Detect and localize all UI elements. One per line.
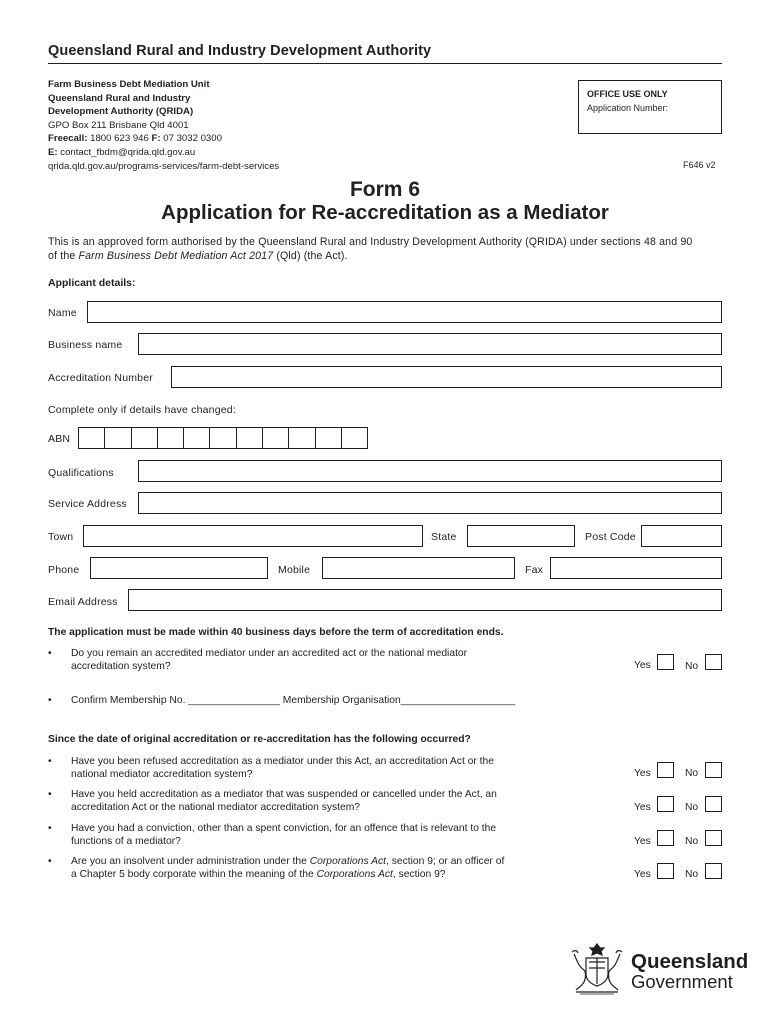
- abn-digit-box[interactable]: [183, 427, 210, 449]
- abn-digit-box[interactable]: [341, 427, 368, 449]
- town-field[interactable]: [83, 525, 423, 547]
- yes-label: Yes: [634, 660, 651, 671]
- abn-digit-box[interactable]: [262, 427, 289, 449]
- question-insolvent: [48, 855, 608, 885]
- yes-label: Yes: [634, 768, 651, 779]
- yes-label: Yes: [634, 802, 651, 813]
- corporations-act: Corporations Act: [316, 869, 393, 881]
- abn-digit-box[interactable]: [78, 427, 105, 449]
- abn-input-grid: [78, 427, 367, 449]
- bullet: •: [48, 695, 52, 706]
- confirm-membership-text: Confirm Membership No. ________________ Membership Organisation____________________: [71, 695, 516, 706]
- question-text: [71, 755, 561, 781]
- question-line-2: functions of a mediator?: [71, 836, 181, 848]
- state-field[interactable]: [467, 525, 575, 547]
- question-line-2-a: a Chapter 5 body corporate within the meaning of the: [71, 869, 317, 881]
- abn-digit-box[interactable]: [157, 427, 184, 449]
- question-line-1: [71, 855, 561, 868]
- contact-unit: Farm Business Debt Mediation Unit: [48, 79, 210, 90]
- yes-checkbox[interactable]: [657, 762, 674, 778]
- question-text: [71, 855, 561, 881]
- yes-checkbox[interactable]: [657, 863, 674, 879]
- form-number: Form 6: [349, 178, 420, 201]
- intro-line-2-b: (Qld) (the Act).: [273, 249, 348, 262]
- no-label: No: [685, 661, 699, 672]
- form-title: Application for Re-accreditation as a Mediator: [161, 201, 609, 224]
- contact-email-line: [48, 146, 279, 160]
- question-suspended-accreditation: [48, 788, 608, 818]
- intro-line-1: This is an approved form authorised by the Queensland Rural and Industry Development Authority (QRIDA) under sections 48 and 90: [48, 236, 693, 248]
- freecall-label: Freecall:: [48, 133, 88, 145]
- no-checkbox[interactable]: [705, 830, 722, 846]
- no-checkbox[interactable]: [705, 796, 722, 812]
- question-text: [71, 647, 561, 673]
- office-use-box: [578, 80, 722, 134]
- qualifications-field[interactable]: [138, 460, 722, 482]
- question-text: [71, 788, 561, 814]
- question-line-1: Do you remain an accredited mediator under an accredited act or the national mediator: [71, 648, 468, 659]
- no-checkbox[interactable]: [705, 863, 722, 879]
- yes-label: Yes: [634, 869, 651, 880]
- intro-text: [48, 236, 728, 263]
- business-name-field[interactable]: [138, 333, 722, 355]
- fax-value: 07 3032 0300: [163, 133, 222, 145]
- fax-field[interactable]: [550, 557, 722, 579]
- queensland-coat-of-arms-icon: [566, 940, 628, 998]
- intro-line-2: [48, 250, 728, 264]
- phone-field[interactable]: [90, 557, 268, 579]
- no-label: No: [685, 802, 699, 813]
- contact-address: GPO Box 211 Brisbane Qld 4001: [48, 119, 189, 131]
- business-name-label: Business name: [48, 339, 123, 351]
- question-line-2: [71, 868, 561, 881]
- question-line-1-b: , section 9; or an officer of: [386, 856, 505, 867]
- abn-digit-box[interactable]: [104, 427, 131, 449]
- question-line-2: accreditation system?: [71, 661, 171, 673]
- abn-digit-box[interactable]: [131, 427, 158, 449]
- bullet: •: [48, 789, 52, 800]
- question-line-1: Have you been refused accreditation as a mediator under this Act, an accreditation Act or the: [71, 756, 494, 767]
- bullet: •: [48, 823, 52, 834]
- yes-checkbox[interactable]: [657, 796, 674, 812]
- contact-website: qrida.qld.gov.au/programs-services/farm-debt-services: [48, 160, 280, 172]
- question-line-2-b: , section 9?: [392, 869, 446, 881]
- bullet: •: [48, 756, 52, 767]
- confirm-membership-line: [48, 694, 608, 710]
- question-line-2: national mediator accreditation system?: [71, 769, 253, 781]
- bullet: •: [48, 648, 52, 659]
- applicant-details-heading: Applicant details:: [48, 277, 136, 289]
- logo-word-government: Government: [631, 971, 733, 992]
- email-label: E:: [48, 146, 58, 158]
- intro-line-2-a: of the: [48, 249, 79, 262]
- abn-digit-box[interactable]: [315, 427, 342, 449]
- question-line-1: Have you had a conviction, other than a spent conviction, for an offence that is relevant to the: [71, 823, 497, 834]
- question-refused-accreditation: [48, 755, 608, 785]
- question-line-1: Have you held accreditation as a mediator that was suspended or cancelled under the Act, an: [71, 789, 497, 800]
- header-rule: [48, 63, 722, 64]
- contact-org-line-1: Queensland Rural and Industry: [48, 92, 191, 104]
- fax-field-label: Fax: [525, 564, 544, 576]
- yes-checkbox[interactable]: [657, 830, 674, 846]
- bullet: •: [48, 856, 52, 867]
- contact-details: [48, 78, 279, 173]
- email-address-field[interactable]: [128, 589, 722, 611]
- service-address-field[interactable]: [138, 492, 722, 514]
- question-accredited-mediator: [48, 647, 608, 677]
- application-deadline-heading: The application must be made within 40 business days before the term of accreditation ends.: [48, 627, 504, 638]
- act-name: Farm Business Debt Mediation Act 2017: [78, 249, 274, 262]
- no-label: No: [685, 768, 699, 779]
- yes-label: Yes: [634, 836, 651, 847]
- question-text: [71, 822, 561, 848]
- service-address-label: Service Address: [48, 498, 127, 510]
- no-checkbox[interactable]: [705, 762, 722, 778]
- post-code-label: Post Code: [585, 531, 636, 543]
- contact-phone-line: [48, 132, 279, 146]
- town-label: Town: [48, 531, 74, 543]
- name-label: Name: [48, 307, 77, 319]
- fax-label: F:: [151, 133, 161, 145]
- question-line-1-a: Are you an insolvent under administration under the: [71, 856, 310, 867]
- logo-word-queensland: Queensland: [631, 950, 749, 973]
- abn-digit-box[interactable]: [236, 427, 263, 449]
- office-use-application-number: Application Number:: [587, 103, 669, 113]
- abn-label: ABN: [48, 433, 71, 445]
- form-code: F646 v2: [683, 160, 716, 170]
- abn-digit-box[interactable]: [288, 427, 315, 449]
- post-code-field[interactable]: [641, 525, 722, 547]
- qualifications-label: Qualifications: [48, 467, 114, 479]
- mobile-label: Mobile: [278, 564, 311, 576]
- office-use-title: OFFICE USE ONLY: [587, 89, 668, 99]
- email-value: contact_fbdm@qrida.qld.gov.au: [60, 146, 196, 158]
- changed-details-heading: Complete only if details have changed:: [48, 404, 236, 416]
- mobile-field[interactable]: [322, 557, 515, 579]
- no-label: No: [685, 836, 699, 847]
- accreditation-number-label: Accreditation Number: [48, 372, 153, 384]
- corporations-act: Corporations Act: [309, 856, 387, 867]
- no-checkbox[interactable]: [705, 654, 722, 670]
- freecall-value: 1800 623 946: [90, 133, 149, 145]
- contact-org-line-2: Development Authority (QRIDA): [48, 106, 194, 118]
- name-field[interactable]: [87, 301, 722, 323]
- question-line-2: accreditation Act or the national mediator accreditation system?: [71, 802, 361, 814]
- abn-digit-box[interactable]: [209, 427, 236, 449]
- phone-label: Phone: [48, 564, 80, 576]
- organisation-title: Queensland Rural and Industry Development Authority: [48, 43, 432, 59]
- state-label: State: [431, 531, 457, 543]
- yes-checkbox[interactable]: [657, 654, 674, 670]
- accreditation-number-field[interactable]: [171, 366, 722, 388]
- email-address-label: Email Address: [48, 596, 118, 608]
- since-accreditation-heading: Since the date of original accreditation or re-accreditation has the following occurred?: [48, 734, 471, 745]
- no-label: No: [685, 869, 699, 880]
- question-conviction: [48, 822, 608, 852]
